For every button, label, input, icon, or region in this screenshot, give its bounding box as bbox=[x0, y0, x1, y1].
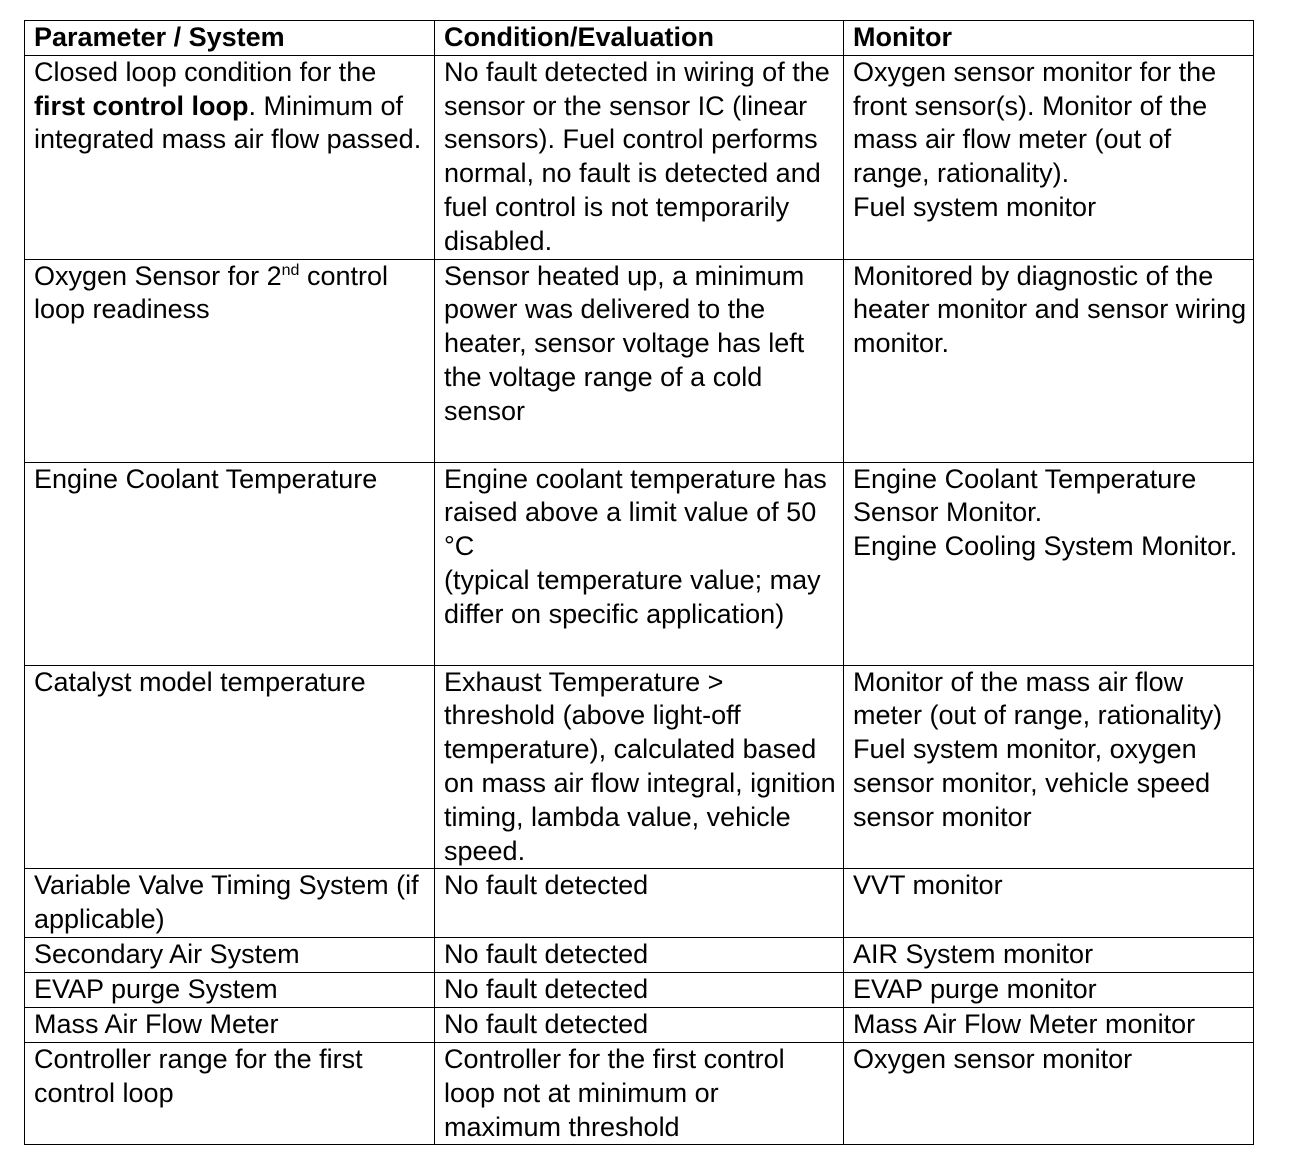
table-row bbox=[25, 1007, 1254, 1042]
parameter-cell: Secondary Air System bbox=[25, 937, 435, 972]
column-header-parameter: Parameter / System bbox=[25, 21, 435, 56]
condition-cell: No fault detected bbox=[435, 972, 844, 1007]
monitor-cell: Oxygen sensor monitor bbox=[844, 1042, 1254, 1144]
table-row bbox=[25, 665, 1254, 869]
parameter-cell: Variable Valve Timing System (if applicable) bbox=[25, 869, 435, 938]
monitor-cell: Mass Air Flow Meter monitor bbox=[844, 1007, 1254, 1042]
monitor-cell: AIR System monitor bbox=[844, 937, 1254, 972]
parameter-cell: EVAP purge System bbox=[25, 972, 435, 1007]
monitor-cell: Monitored by diagnostic of the heater monitor and sensor wiring monitor. bbox=[844, 259, 1254, 462]
condition-cell: Exhaust Temperature > threshold (above light-off temperature), calculated based on mass air flow integral, ignition timing, lambda value, vehicle speed. bbox=[435, 665, 844, 869]
condition-cell: Sensor heated up, a minimum power was delivered to the heater, sensor voltage has left the voltage range of a cold sensor bbox=[435, 259, 844, 462]
parameter-cell: Catalyst model temperature bbox=[25, 665, 435, 869]
readiness-conditions-table bbox=[24, 20, 1254, 1145]
parameter-cell bbox=[25, 55, 435, 259]
condition-cell: No fault detected in wiring of the sensor or the sensor IC (linear sensors). Fuel control performs normal, no fault is detected and fuel control is not temporarily disabled. bbox=[435, 55, 844, 259]
parameter-cell bbox=[25, 259, 435, 462]
monitor-cell: EVAP purge monitor bbox=[844, 972, 1254, 1007]
parameter-text-cont: . Minimum of integrated mass air flow passed. bbox=[34, 90, 422, 155]
monitor-cell: VVT monitor bbox=[844, 869, 1254, 938]
condition-cell: No fault detected bbox=[435, 1007, 844, 1042]
parameter-cell: Controller range for the first control loop bbox=[25, 1042, 435, 1144]
condition-cell: Engine coolant temperature has raised above a limit value of 50 °C (typical temperature value; may differ on specific application) bbox=[435, 462, 844, 665]
table-row bbox=[25, 937, 1254, 972]
parameter-cell: Mass Air Flow Meter bbox=[25, 1007, 435, 1042]
ordinal-superscript: nd bbox=[281, 261, 300, 279]
table-row bbox=[25, 462, 1254, 665]
table-row bbox=[25, 259, 1254, 462]
table-row bbox=[25, 55, 1254, 259]
parameter-text: Oxygen Sensor for 2 bbox=[34, 260, 282, 291]
table-row bbox=[25, 1042, 1254, 1144]
parameter-text-cont: control loop readiness bbox=[34, 260, 388, 325]
column-header-monitor: Monitor bbox=[844, 21, 1254, 56]
condition-cell: No fault detected bbox=[435, 937, 844, 972]
table-header-row bbox=[25, 21, 1254, 56]
condition-cell: No fault detected bbox=[435, 869, 844, 938]
parameter-bold-text: first control loop bbox=[34, 90, 249, 121]
condition-cell: Controller for the first control loop not at minimum or maximum threshold bbox=[435, 1042, 844, 1144]
parameter-cell: Engine Coolant Temperature bbox=[25, 462, 435, 665]
column-header-condition: Condition/Evaluation bbox=[435, 21, 844, 56]
monitor-cell: Oxygen sensor monitor for the front sensor(s). Monitor of the mass air flow meter (out of range, rationality). Fuel system monitor bbox=[844, 55, 1254, 259]
monitor-cell: Monitor of the mass air flow meter (out of range, rationality) Fuel system monitor, oxygen sensor monitor, vehicle speed sensor monitor bbox=[844, 665, 1254, 869]
monitor-cell: Engine Coolant Temperature Sensor Monitor. Engine Cooling System Monitor. bbox=[844, 462, 1254, 665]
parameter-text: Closed loop condition for the bbox=[34, 56, 377, 87]
table-row bbox=[25, 869, 1254, 938]
table-row bbox=[25, 972, 1254, 1007]
